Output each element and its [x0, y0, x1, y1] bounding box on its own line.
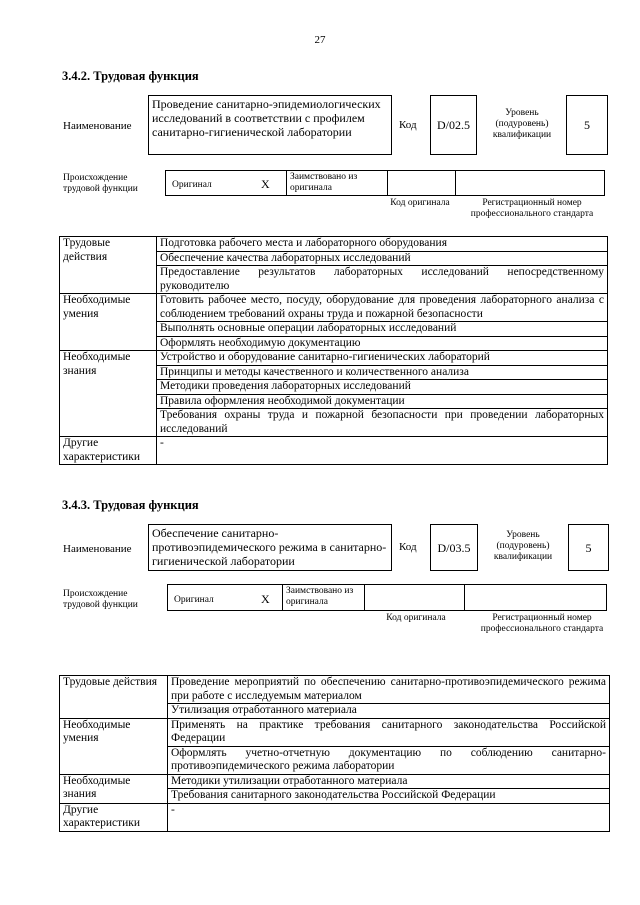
level-value-342: 5 — [566, 95, 608, 155]
code-label-343: Код — [399, 541, 417, 553]
section-heading-343: 3.4.3. Трудовая функция — [62, 498, 199, 512]
table-cell: Подготовка рабочего места и лабораторного оборудования — [157, 237, 608, 252]
table-cell: Проведение мероприятий по обеспечению санитарно-противоэпидемического режима при работе с исследуемым материалом — [168, 676, 610, 704]
row-label: Другие характеристики — [60, 437, 157, 465]
page-number: 27 — [314, 34, 326, 46]
row-label: Необходимые умения — [60, 718, 168, 774]
code-value-342: D/02.5 — [430, 95, 477, 155]
table-cell: Принципы и методы качественного и количественного анализа — [157, 365, 608, 380]
origin-row-342 — [165, 170, 605, 196]
row-label: Необходимые знания — [60, 774, 168, 803]
original-label-342: Оригинал — [172, 180, 212, 190]
table-cell: Оформлять учетно-отчетную документацию по соблюдению санитарно-противоэпидемического режима лаборатории — [168, 746, 610, 774]
row-label: Трудовые действия — [60, 676, 168, 719]
borrowed-label-342: Заимствовано из оригинала — [290, 172, 358, 193]
table-cell: - — [168, 803, 610, 831]
table-cell: Обеспечение качества лабораторных исследований — [157, 251, 608, 266]
row-label: Трудовые действия — [60, 237, 157, 294]
reg-caption-342: Регистрационный номер профессионального стандарта — [470, 198, 594, 219]
row-label: Необходимые умения — [60, 294, 157, 351]
table-cell: Методики проведения лабораторных исследований — [157, 380, 608, 395]
name-value-343: Обеспечение санитарно-противоэпидемического режима в санитарно-гигиенической лаборатории — [148, 524, 392, 571]
table-cell: Методики утилизации отработанного материала — [168, 774, 610, 789]
level-label-342: Уровень (подуровень) квалификации — [492, 108, 552, 140]
table-cell: Утилизация отработанного материала — [168, 704, 610, 719]
origin-row-343 — [167, 584, 607, 611]
row-label: Необходимые знания — [60, 351, 157, 437]
level-label-343: Уровень (подуровень) квалификации — [493, 530, 553, 562]
borrowed-label-343: Заимствовано из оригинала — [286, 586, 354, 607]
table-cell: - — [157, 437, 608, 465]
name-value-342: Проведение санитарно-эпидемиологических исследований в соответствии с профилем санитарно-гигиенической лаборатории — [148, 95, 392, 155]
table-342 — [59, 236, 608, 465]
original-mark-343: X — [261, 592, 270, 606]
orig-code-caption-342: Код оригинала — [390, 198, 450, 208]
level-value-343: 5 — [568, 524, 609, 571]
name-label-342: Наименование — [63, 120, 132, 132]
orig-code-caption-343: Код оригинала — [386, 613, 446, 623]
name-label-343: Наименование — [63, 543, 132, 555]
original-mark-342: X — [261, 177, 270, 191]
table-cell: Выполнять основные операции лабораторных исследований — [157, 322, 608, 337]
table-cell: Готовить рабочее место, посуду, оборудование для проведения лабораторного анализа с соблюдением требований охраны труда и пожарной безопасности — [157, 294, 608, 322]
table-cell: Оформлять необходимую документацию — [157, 336, 608, 351]
table-cell: Требования санитарного законодательства Российской Федерации — [168, 789, 610, 804]
code-value-343: D/03.5 — [430, 524, 478, 571]
code-label-342: Код — [399, 119, 417, 131]
table-cell: Устройство и оборудование санитарно-гигиенических лабораторий — [157, 351, 608, 366]
section-heading-342: 3.4.2. Трудовая функция — [62, 69, 199, 83]
origin-label-342: Происхождение трудовой функции — [63, 173, 138, 194]
table-343 — [59, 675, 610, 832]
table-cell: Правила оформления необходимой документации — [157, 394, 608, 409]
original-label-343: Оригинал — [174, 595, 214, 605]
origin-label-343: Происхождение трудовой функции — [63, 589, 138, 610]
row-label: Другие характеристики — [60, 803, 168, 831]
table-cell: Предоставление результатов лабораторных исследований непосредственному руководителю — [157, 266, 608, 294]
reg-caption-343: Регистрационный номер профессионального стандарта — [480, 613, 604, 634]
table-cell: Применять на практике требования санитарного законодательства Российской Федерации — [168, 718, 610, 746]
table-cell: Требования охраны труда и пожарной безопасности при проведении лабораторных исследований — [157, 409, 608, 437]
